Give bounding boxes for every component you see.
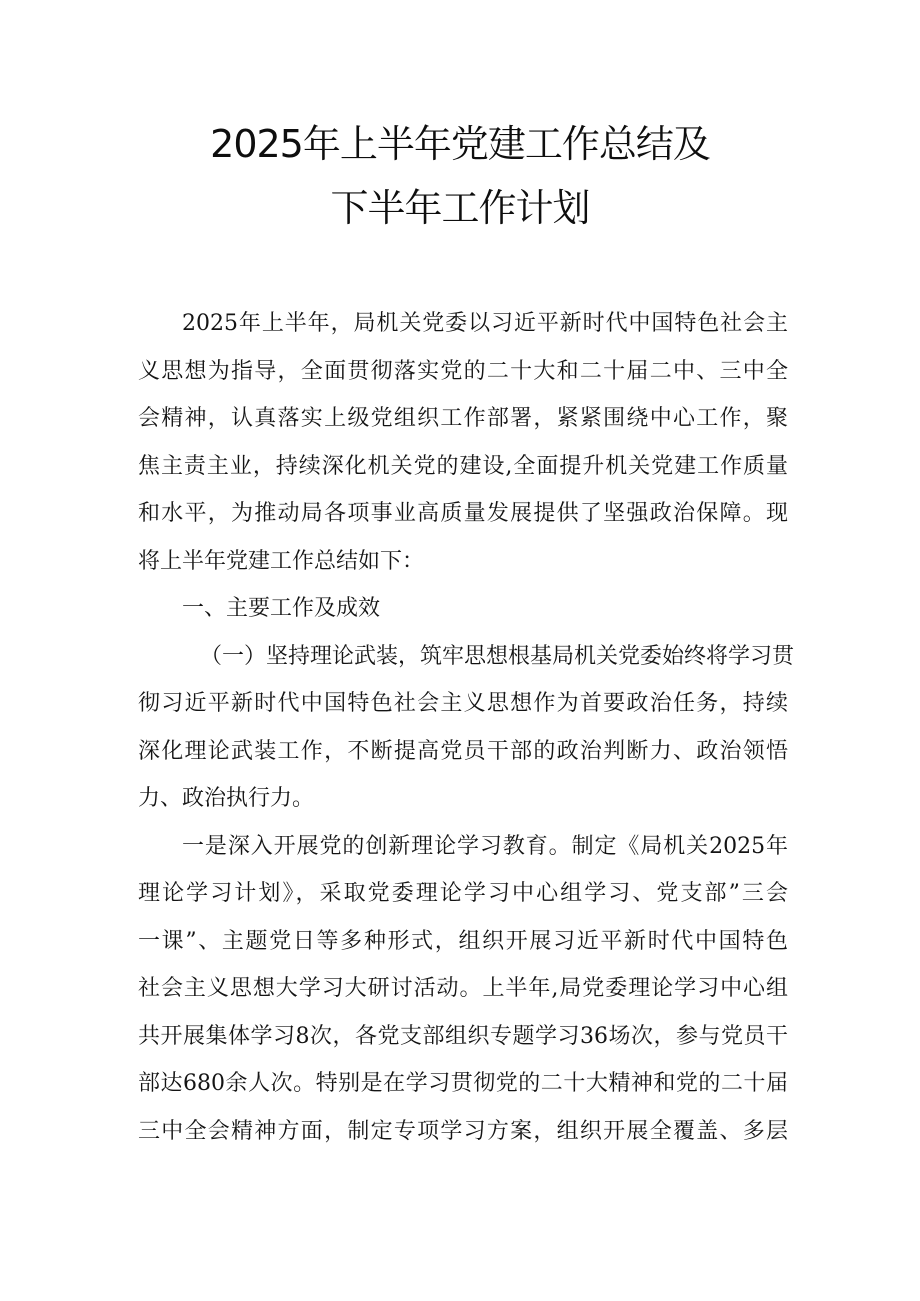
paragraph-line: （一）坚持理论武装，筑牢思想根基局机关党委始终将学习贯 [200, 643, 795, 669]
paragraph-line: 将上半年党建工作总结如下： [138, 548, 425, 574]
paragraph-line: 一是深入开展党的创新理论学习教育。制定《局机关2025年 [182, 833, 788, 859]
item-1-paragraph [138, 823, 788, 1156]
paragraph-line: 彻习近平新时代中国特色社会主义思想作为首要政治任务，持续 [138, 691, 788, 716]
paragraph-line: 力、政治执行力。 [138, 786, 315, 811]
title-line-1: 2025年上半年党建工作总结及 [210, 122, 710, 166]
paragraph-line: 深化理论武装工作，不断提高党员干部的政治判断力、政治领悟 [138, 738, 788, 764]
document-body [138, 300, 795, 1155]
paragraph-line: 三中全会精神方面，制定专项学习方案，组织开展全覆盖、多层 [138, 1118, 788, 1144]
paragraph-line: 理论学习计划》，采取党委理论学习中心组学习、党支部”三会 [138, 881, 788, 906]
paragraph-line: 义思想为指导，全面贯彻落实党的二十大和二十届二中、三中全 [138, 358, 788, 384]
paragraph-line: 社会主义思想大学习大研讨活动。上半年,局党委理论学习中心组 [138, 976, 788, 1001]
intro-paragraph [138, 300, 788, 585]
paragraph-line: 2025年上半年，局机关党委以习近平新时代中国特色社会主 [182, 311, 788, 336]
section-heading-text: 一、主要工作及成效 [182, 596, 381, 621]
paragraph-line: 会精神，认真落实上级党组织工作部署，紧紧围绕中心工作，聚 [138, 406, 788, 431]
title-line-2: 下半年工作计划 [330, 186, 590, 230]
paragraph-line: 焦主责主业，持续深化机关党的建设,全面提升机关党建工作质量 [138, 453, 788, 479]
subsection-1-paragraph [138, 633, 795, 823]
paragraph-line: 一课”、主题党日等多种形式，组织开展习近平新时代中国特色 [138, 928, 788, 954]
document-title [0, 112, 920, 240]
section-heading-1 [138, 585, 788, 633]
paragraph-line: 和水平，为推动局各项事业高质量发展提供了坚强政治保障。现 [138, 501, 788, 526]
paragraph-line: 共开展集体学习8次，各党支部组织专题学习36场次，参与党员干 [138, 1023, 788, 1049]
paragraph-line: 部达680余人次。特别是在学习贯彻党的二十大精神和党的二十届 [138, 1071, 788, 1096]
